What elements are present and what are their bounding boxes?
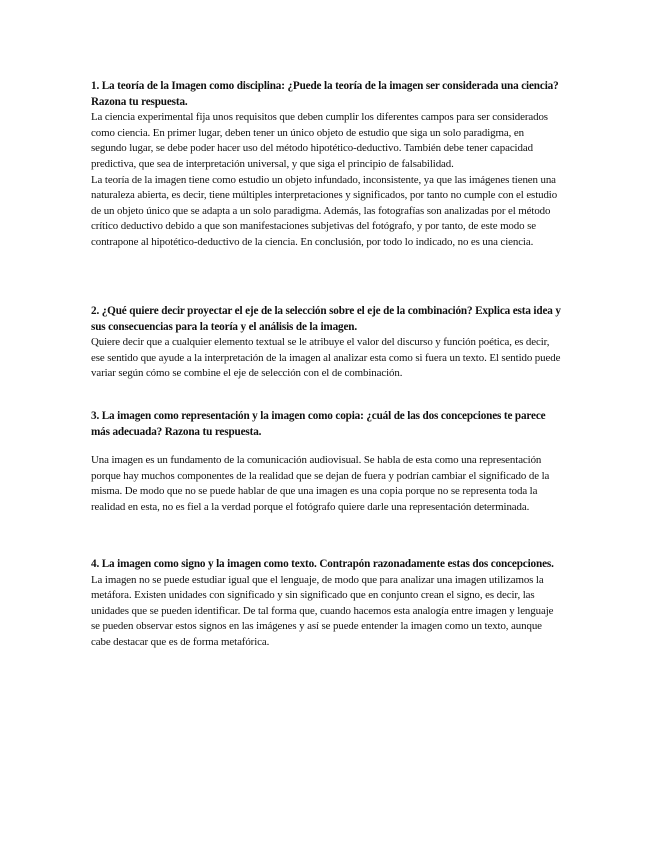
question-2-heading: 2. ¿Qué quiere decir proyectar el eje de la selección sobre el eje de la combinación? Explica esta idea y sus consecuencias para la teoría y el análisis de la imagen. [91,305,561,333]
answer-4-paragraph-1: La imagen no se puede estudiar igual que el lenguaje, de modo que para analizar una imagen utilizamos la metáfora. Existen unidades con significado y sin significado que en conjunto crean el signo, es decir, las unidades que se pueden identificar. De tal forma que, cuando hacemos esta analogía entre imagen y lenguaje se pueden observar estos signos en las imágenes y así se puede entender la imagen como un texto, aunque cabe destacar que es de forma metafórica. [91,573,554,648]
question-1-heading: 1. La teoría de la Imagen como disciplina: ¿Puede la teoría de la imagen ser considerada una ciencia? Razona tu respuesta. [91,80,559,108]
answer-2-paragraph-1: Quiere decir que a cualquier elemento textual se le atribuye el valor del discurso y función poética, es decir, ese sentido que ayude a la interpretación de la imagen al analizar esta como si fuera un texto. El sentido puede variar según cómo se combine el eje de selección con el de combinación. [91,336,561,380]
answer-3-paragraph-1: Una imagen es un fundamento de la comunicación audiovisual. Se habla de esta como una representación porque hay muchos componentes de la realidad que se dejan de fuera y podrían cambiar el significado de la misma. De modo que no se puede hablar de que una imagen es una copia porque no se representa toda la realidad en esta, no es fiel a la verdad porque el fotógrafo quiere darle una representación determinada. [91,454,550,513]
spacer [91,440,561,453]
question-3-heading: 3. La imagen como representación y la imagen como copia: ¿cuál de las dos concepciones te parece más adecuada? Razona tu respuesta. [91,410,546,438]
section-1 [91,79,561,251]
section-3 [91,409,561,516]
answer-1-paragraph-1: La ciencia experimental fija unos requisitos que deben cumplir los diferentes campos para ser considerados como ciencia. En primer lugar, deben tener un único objeto de estudio que siga un solo paradigma, en segundo lugar, se debe poder hacer uso del método hipotético-deductivo. También debe tener capacidad predictiva, que sea de interpretación universal, y que siga el principio de falsabilidad. [91,111,548,170]
question-4-heading: 4. La imagen como signo y la imagen como texto. Contrapón razonadamente estas dos concepciones. [91,558,554,570]
section-2 [91,304,561,382]
answer-1-paragraph-2: La teoría de la imagen tiene como estudio un objeto infundado, inconsistente, ya que las imágenes tienen una naturaleza abierta, es decir, tiene múltiples interpretaciones y significados, por tanto no cumple con el estudio de un objeto único que se adapta a un solo paradigma. Además, las fotografías son analizadas por el método crítico deductivo debido a que son manifestaciones subjetivas del fotógrafo, y por tanto, de este modo se contrapone al hipotético-deductivo de la ciencia. En conclusión, por todo lo indicado, no es una ciencia. [91,173,558,248]
section-4 [91,557,561,651]
